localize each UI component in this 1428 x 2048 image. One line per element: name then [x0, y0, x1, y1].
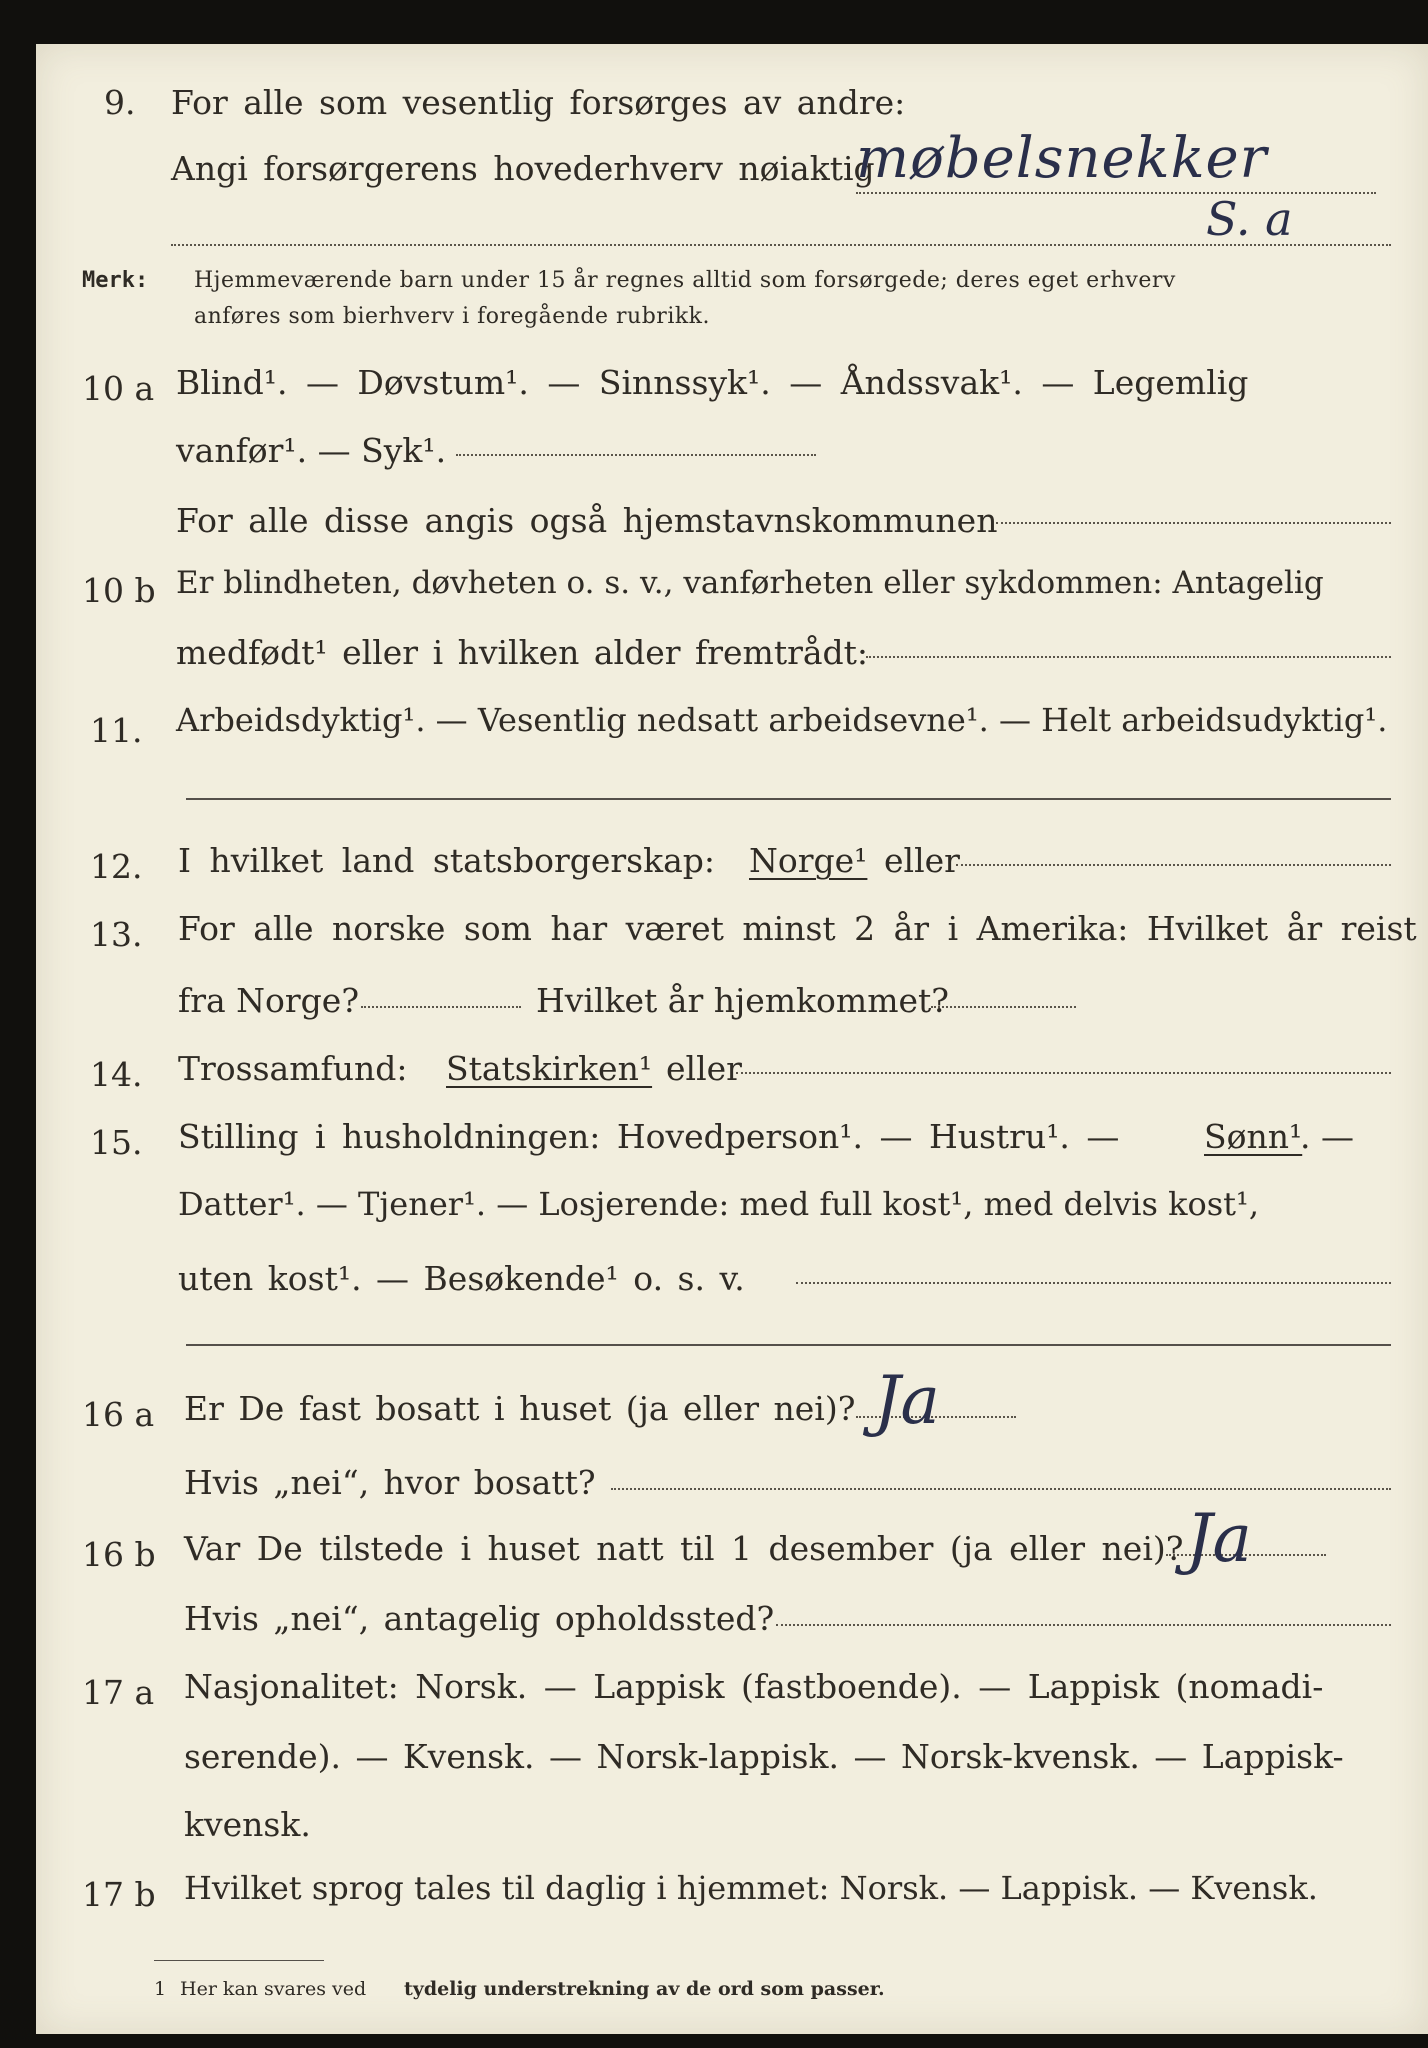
q16a-number: 16 a	[82, 1395, 155, 1434]
q12-prefix: I hvilket land statsborgerskap:	[178, 841, 716, 880]
q14-answer-line	[736, 1072, 1391, 1074]
q13-line1: For alle norske som har været minst 2 år i Amerika: Hvilket år reist	[178, 909, 1417, 948]
q14-suffix: eller	[666, 1049, 742, 1088]
q16b-line2: Hvis „nei“, antagelig opholdssted?	[184, 1599, 775, 1638]
q12-option-norge: Norge¹	[749, 841, 868, 880]
q17a-line1: Nasjonalitet: Norsk. — Lappisk (fastboende). — Lappisk (nomadi-	[184, 1667, 1324, 1706]
q10a-line2: vanfør¹. — Syk¹.	[176, 431, 447, 470]
q12-suffix: eller	[884, 841, 960, 880]
q9-answer-line	[856, 192, 1376, 194]
q11-number: 11.	[90, 711, 143, 750]
q12-answer-line	[956, 864, 1391, 866]
q10b-answer-line	[866, 656, 1391, 658]
q16a-answer-handwriting: Ja	[874, 1362, 940, 1439]
footnote-rule	[154, 1960, 324, 1961]
q9-continuation-line	[171, 244, 1391, 246]
q9-answer-handwriting: møbelsnekker	[856, 126, 1268, 191]
q12-number: 12.	[90, 847, 143, 886]
footnote-mark: 1	[154, 1978, 167, 2000]
q13-line2b: Hvilket år hjemkommet?	[536, 981, 949, 1020]
q17a-number: 17 a	[82, 1673, 155, 1712]
q16b-line1: Var De tilstede i huset natt til 1 desember (ja eller nei)?	[184, 1529, 1184, 1568]
q14-prefix: Trossamfund:	[178, 1049, 408, 1088]
q15-option-sonn: Sønn¹	[1204, 1117, 1303, 1156]
q10a-line3-answer-line	[996, 522, 1391, 524]
q15-line1a: Stilling i husholdningen: Hovedperson¹. — Hustru¹. —	[178, 1117, 1120, 1156]
q15-answer-line	[796, 1282, 1391, 1284]
merk-line2: anføres som bierhverv i foregående rubrikk.	[194, 304, 711, 329]
q15-line2: Datter¹. — Tjener¹. — Losjerende: med full kost¹, med delvis kost¹,	[178, 1185, 1260, 1223]
separator-2	[186, 1344, 1391, 1346]
q10a-number: 10 a	[82, 369, 155, 408]
merk-line1: Hjemmeværende barn under 15 år regnes alltid som forsørgede; deres eget erhverv	[194, 268, 1176, 293]
q16b-answer-handwriting: Ja	[1186, 1500, 1252, 1577]
q10b-line1: Er blindheten, døvheten o. s. v., vanførheten eller sykdommen: Antagelig	[176, 565, 1324, 601]
q16a-line2: Hvis „nei“, hvor bosatt?	[184, 1463, 596, 1502]
q10a-line1: Blind¹. — Døvstum¹. — Sinnssyk¹. — Åndssvak¹. — Legemlig	[176, 363, 1249, 402]
q16a-bosatt-answer-line	[611, 1488, 1391, 1490]
q13-line2a: fra Norge?	[178, 981, 360, 1020]
q9-note-handwriting: S. a	[1206, 192, 1293, 246]
q9-line1: For alle som vesentlig forsørges av andre:	[171, 83, 906, 122]
q13-reist-answer-line	[361, 1006, 521, 1008]
footnote-text-a: Her kan svares ved	[180, 1978, 367, 2000]
q9-number: 9.	[104, 83, 136, 122]
q14-option-statskirken: Statskirken¹	[446, 1049, 653, 1088]
q9-line2: Angi forsørgerens hovederhverv nøiaktig	[171, 149, 875, 188]
q10b-number: 10 b	[82, 571, 156, 610]
q11-line1: Arbeidsdyktig¹. — Vesentlig nedsatt arbeidsevne¹. — Helt arbeidsudyktig¹.	[176, 701, 1388, 739]
q17b-number: 17 b	[82, 1875, 156, 1914]
q16b-oppholdssted-answer-line	[776, 1624, 1391, 1626]
q17a-line3: kvensk.	[184, 1805, 311, 1844]
merk-label: Merk:	[82, 268, 149, 293]
q17a-line2: serende). — Kvensk. — Norsk-lappisk. — Norsk-kvensk. — Lappisk-	[184, 1737, 1344, 1776]
census-form-page	[36, 44, 1428, 2034]
q13-number: 13.	[90, 915, 143, 954]
q10b-line2: medfødt¹ eller i hvilken alder fremtrådt:	[176, 633, 869, 672]
q14-number: 14.	[90, 1055, 143, 1094]
q16b-number: 16 b	[82, 1535, 156, 1574]
q15-line1c: . —	[1300, 1117, 1354, 1156]
q15-line3: uten kost¹. — Besøkende¹ o. s. v.	[178, 1259, 745, 1298]
separator-1	[186, 798, 1391, 800]
q17b-line1: Hvilket sprog tales til daglig i hjemmet: Norsk. — Lappisk. — Kvensk.	[184, 1869, 1318, 1907]
q10a-line3: For alle disse angis også hjemstavnskommunen	[176, 501, 998, 540]
q16a-line1: Er De fast bosatt i huset (ja eller nei)?	[184, 1389, 856, 1428]
q13-hjemkommet-answer-line	[931, 1006, 1076, 1008]
footnote-text-b: tydelig understrekning av de ord som passer.	[404, 1978, 885, 2000]
q15-number: 15.	[90, 1123, 143, 1162]
q10a-line2-answer-line	[456, 454, 816, 456]
